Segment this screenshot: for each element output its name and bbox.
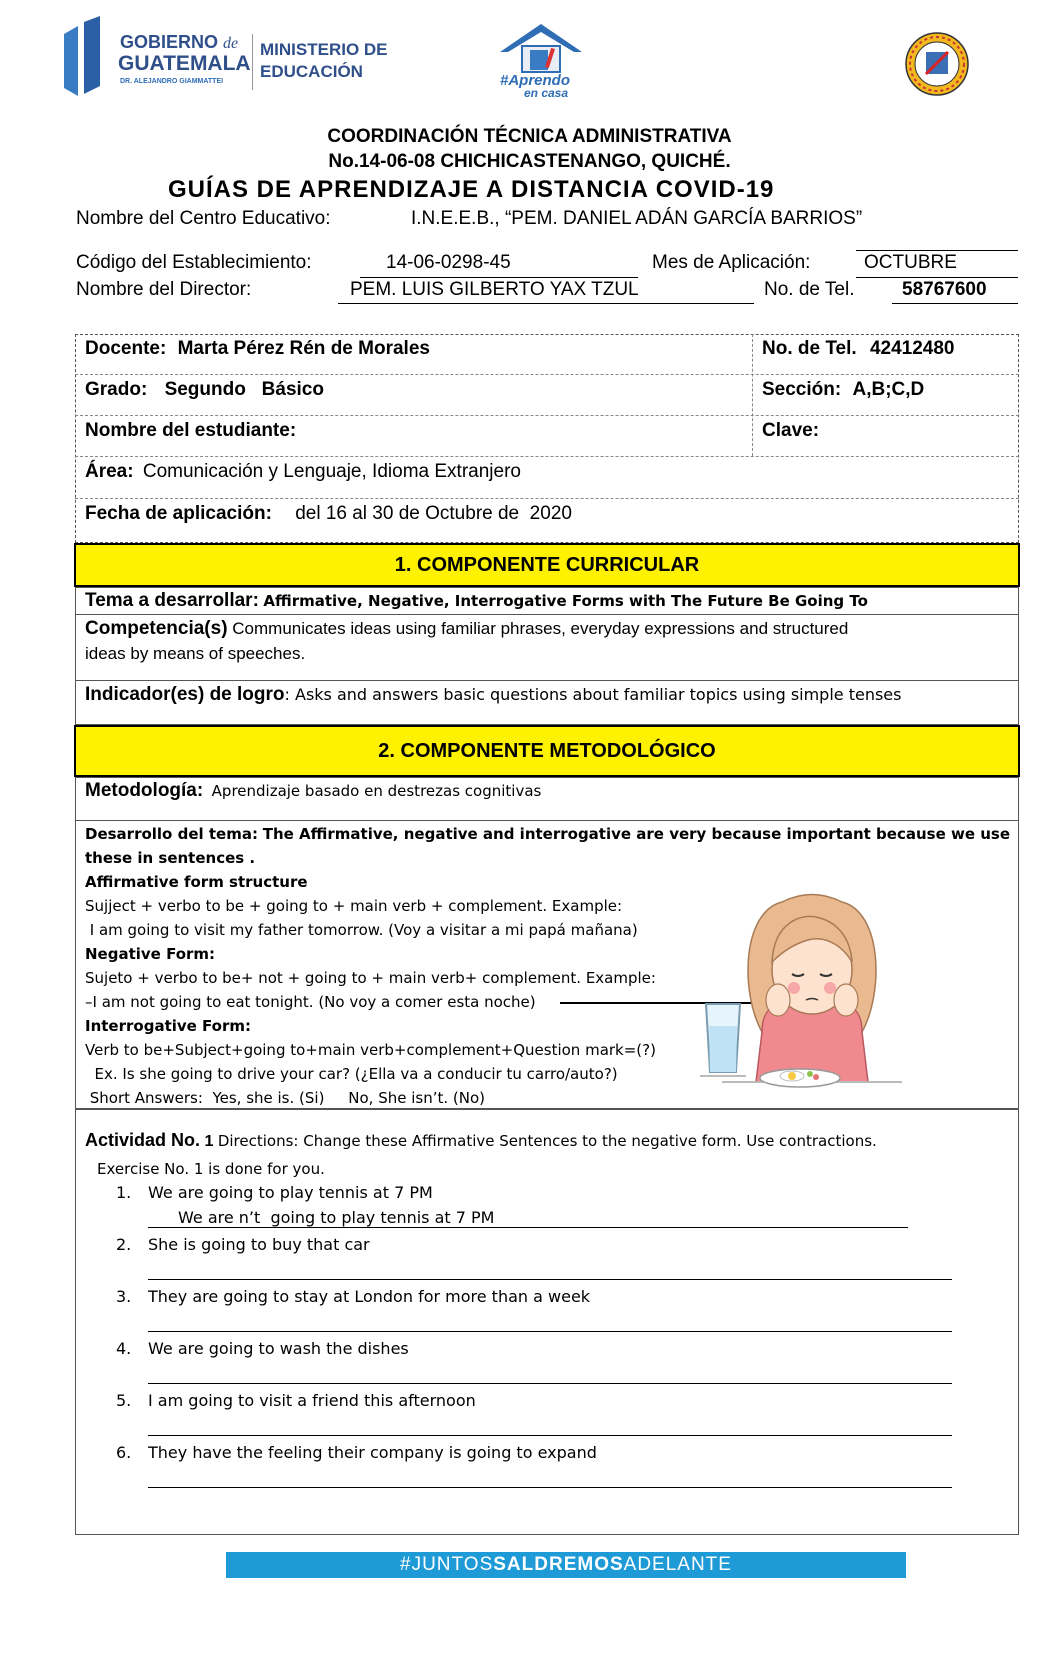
exercise-number: 2.	[116, 1235, 132, 1254]
answer-line[interactable]	[148, 1383, 952, 1384]
footer-banner	[226, 1552, 906, 1578]
docente-label: Docente:	[85, 338, 167, 359]
actividad-directions2: Exercise No. 1 is done for you.	[97, 1160, 325, 1178]
gobierno-logo	[62, 14, 402, 98]
banner-part-a: #JUNTOS	[400, 1554, 494, 1575]
grado-value: Segundo Básico	[164, 379, 324, 400]
house-icon	[496, 22, 586, 76]
curricular-heading	[74, 543, 1020, 587]
answer-line[interactable]	[148, 1487, 952, 1488]
answer-line[interactable]	[148, 1435, 952, 1436]
logo-divider	[252, 34, 253, 90]
header-line1: COORDINACIÓN TÉCNICA ADMINISTRATIVA	[327, 126, 732, 147]
banner-part-b: SALDREMOS	[493, 1554, 624, 1575]
school-seal-logo	[904, 30, 970, 100]
glass-of-water-illustration	[700, 1000, 746, 1078]
exercise-item	[116, 1443, 597, 1462]
exercise-sentence: We are going to wash the dishes	[148, 1339, 409, 1358]
min-line2: EDUCACIÓN	[260, 62, 363, 81]
exercise-number: 3.	[116, 1287, 132, 1306]
tema-value: Affirmative, Negative, Interrogative Forms with The Future Be Going To	[263, 592, 868, 610]
fecha-value: del 16 al 30 de Octubre de 2020	[295, 503, 572, 524]
codigo-label: Código del Establecimiento:	[76, 252, 312, 273]
seccion-value: A,B;C,D	[852, 379, 925, 400]
competencia-label: Competencia(s)	[85, 618, 228, 639]
exercise-sentence: She is going to buy that car	[148, 1235, 370, 1254]
actividad-number: 1	[204, 1133, 214, 1150]
docente-value: Marta Pérez Rén de Morales	[177, 338, 430, 359]
director-tel-value: 58767600	[902, 279, 987, 300]
header-line2: No.14-06-08 CHICHICASTENANGO, QUICHÉ.	[328, 151, 731, 172]
curricular-heading-text: 1. COMPONENTE CURRICULAR	[394, 554, 700, 576]
tema-label: Tema a desarrollar:	[85, 590, 259, 611]
metodologia-value: Aprendizaje basado en destrezas cognitivas	[211, 782, 542, 800]
exercise-sentence: We are going to play tennis at 7 PM	[148, 1183, 433, 1202]
gov-line1: GOBIERNO	[120, 32, 219, 52]
actividad-label: Actividad No.	[85, 1130, 201, 1150]
exercise-item	[116, 1391, 476, 1410]
gov-line2: GUATEMALA	[118, 52, 251, 75]
mes-underline	[856, 277, 1018, 278]
exercise-item	[116, 1183, 433, 1202]
indicador-label: Indicador(es) de logro	[85, 684, 285, 705]
desarrollo-label: Desarrollo del tema:	[85, 825, 258, 843]
clave-label: Clave:	[762, 420, 820, 441]
girl-not-eating-illustration	[722, 882, 902, 1092]
exercise-sentence: I am going to visit a friend this afternoon	[148, 1391, 476, 1410]
mes-label: Mes de Aplicación:	[652, 252, 811, 273]
banner-part-c: ADELANTE	[623, 1554, 732, 1575]
int-example: Ex. Is she going to drive your car? (¿Ella va a conducir tu carro/auto?)	[85, 1065, 618, 1083]
aprendo-text: #Aprendo	[500, 72, 571, 89]
page-title: GUÍAS DE APRENDIZAJE A DISTANCIA COVID-19	[168, 176, 775, 203]
centro-value: I.N.E.E.B., “PEM. DANIEL ADÁN GARCÍA BARRIOS”	[411, 208, 863, 229]
neg-structure: Sujeto + verbo to be+ not + going to + main verb+ complement. Example:	[85, 969, 656, 987]
answer-example: We are n’t going to play tennis at 7 PM	[178, 1208, 495, 1227]
exercise-number: 1.	[116, 1183, 132, 1202]
director-label: Nombre del Director:	[76, 279, 252, 300]
min-line1: MINISTERIO DE	[260, 40, 388, 59]
desarrollo-line1: The Affirmative, negative and interrogative are very because important because we use	[262, 825, 1011, 843]
aff-title: Affirmative form structure	[85, 873, 308, 891]
director-tel-underline	[892, 303, 1018, 304]
answer-line[interactable]	[148, 1279, 952, 1280]
aff-structure: Sujject + verbo to be + going to + main verb + complement. Example:	[85, 897, 623, 915]
gov-de: de	[223, 35, 239, 52]
competencia-line2: ideas by means of speeches.	[85, 644, 306, 663]
area-value: Comunicación y Lenguaje, Idioma Extranjero	[142, 461, 521, 482]
exercise-item	[116, 1287, 590, 1306]
metodologico-heading-text: 2. COMPONENTE METODOLÓGICO	[378, 740, 716, 762]
exercise-sentence: They are going to stay at London for more than a week	[148, 1287, 591, 1306]
exercise-number: 6.	[116, 1443, 132, 1462]
mes-value: OCTUBRE	[864, 252, 957, 273]
gobierno-mark-icon	[62, 16, 112, 98]
aprendo-en-casa-logo	[490, 22, 600, 100]
exercise-item	[116, 1235, 370, 1254]
actividad-directions: Directions: Change these Affirmative Sentences to the negative form. Use contractions.	[217, 1132, 877, 1150]
desarrollo-line2: these in sentences .	[85, 849, 256, 867]
director-tel-label: No. de Tel.	[764, 279, 855, 300]
mes-underline-top	[856, 250, 1018, 251]
metodologico-heading	[74, 725, 1020, 777]
seccion-label: Sección:	[762, 379, 842, 400]
director-value: PEM. LUIS GILBERTO YAX TZUL	[350, 279, 639, 300]
director-underline	[338, 303, 754, 304]
fecha-label: Fecha de aplicación:	[85, 503, 272, 524]
int-title: Interrogative Form:	[85, 1017, 252, 1035]
exercise-number: 5.	[116, 1391, 132, 1410]
indicador-value: : Asks and answers basic questions about familiar topics using simple tenses	[284, 685, 902, 704]
codigo-value: 14-06-0298-45	[386, 252, 511, 273]
en-casa-text: en casa	[524, 86, 569, 100]
answer-line[interactable]	[148, 1331, 952, 1332]
int-structure: Verb to be+Subject+going to+main verb+complement+Question mark=(?)	[85, 1041, 656, 1059]
centro-label: Nombre del Centro Educativo:	[76, 208, 331, 229]
student-name-label: Nombre del estudiante:	[85, 420, 297, 441]
metodologia-label: Metodología:	[85, 780, 204, 801]
seal-icon	[904, 30, 970, 100]
short-answers: Short Answers: Yes, she is. (Si) No, She isn’t. (No)	[85, 1089, 485, 1107]
teacher-tel-label: No. de Tel.	[762, 338, 857, 359]
competencia-line1: Communicates ideas using familiar phrases, everyday expressions and structured	[232, 619, 849, 638]
aff-example: I am going to visit my father tomorrow. (Voy a visitar a mi papá mañana)	[85, 921, 638, 939]
gov-sub: DR. ALEJANDRO GIAMMATTEI	[120, 78, 224, 85]
exercise-item	[116, 1339, 409, 1358]
grado-label: Grado:	[85, 379, 148, 400]
teacher-tel-value: 42412480	[869, 338, 955, 359]
answer-line[interactable]	[148, 1227, 908, 1228]
neg-example: –I am not going to eat tonight. (No voy a comer esta noche)	[85, 993, 536, 1011]
codigo-underline	[360, 277, 638, 278]
exercise-sentence: They have the feeling their company is going to expand	[148, 1443, 597, 1462]
exercise-number: 4.	[116, 1339, 132, 1358]
neg-title: Negative Form:	[85, 945, 216, 963]
area-label: Área:	[85, 461, 134, 482]
